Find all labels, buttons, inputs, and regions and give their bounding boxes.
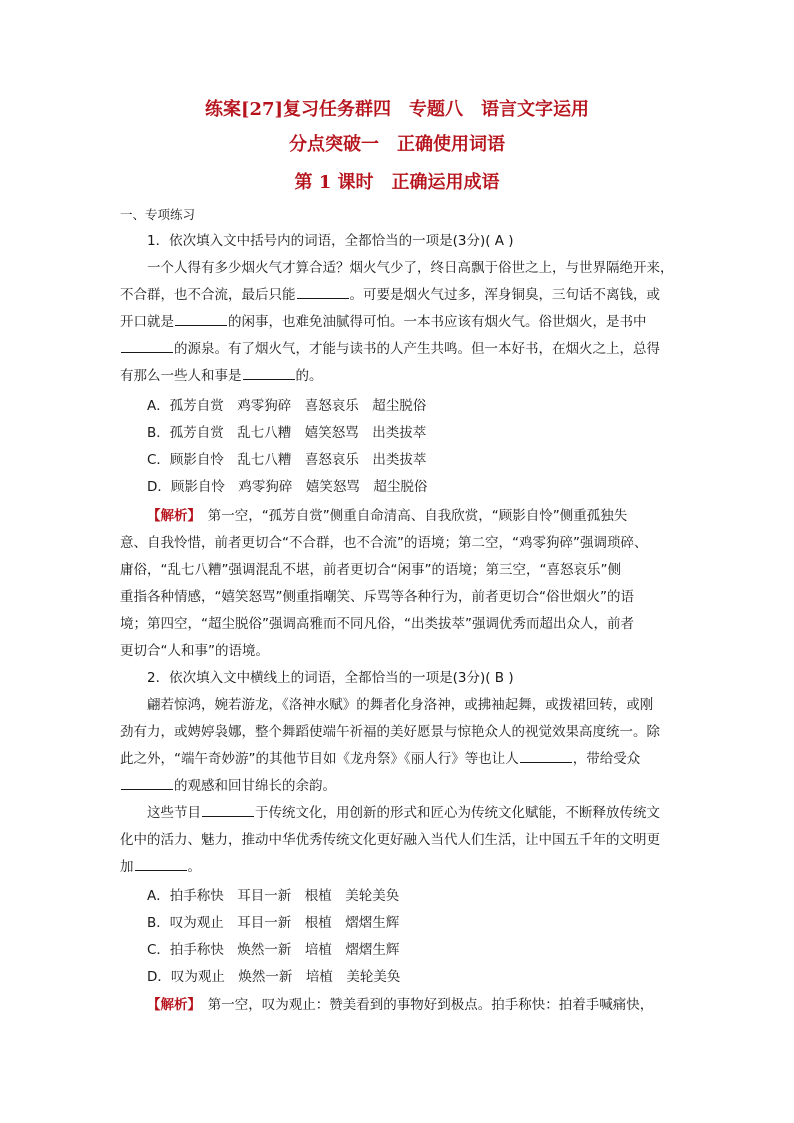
answer-blank [243,378,295,380]
q2-passage-line: 的观感和回甘绵长的余韵。 [120,777,336,795]
q1-stem: 1．依次填入文中括号内的词语，全都恰当的一项是(3分)( A ) [147,233,514,249]
answer-blank [520,761,572,763]
q2-option-c: C．拍手称快 焕然一新 培植 熠熠生辉 [147,942,400,958]
q2-passage-line: 劲有力，或娉婷袅娜，整个舞蹈使端午祈福的美好愿景与惊艳众人的视觉效果高度统一。除 [120,724,660,740]
section-title: 分点突破一 正确使用词语 [289,134,505,155]
q1-analysis-line: 庸俗，“乱七八糟”强调混乱不堪，前者更切合“闲事”的语境；第三空，“喜怒哀乐”侧 [120,562,621,578]
answer-blank [121,788,173,790]
q2-passage-line: 翩若惊鸿，婉若游龙，《洛神水赋》的舞者化身洛神，或拂袖起舞，或拨裙回转，或刚 [147,697,654,713]
lesson-title: 第 1 课时 正确运用成语 [294,172,500,193]
q2-passage-line: 此之外，“端午奇妙游”的其他节目如《龙舟祭》《丽人行》等也让人 ，带给受众 [120,751,641,767]
q2-stem: 2．依次填入文中横线上的词语，全都恰当的一项是(3分)( B ) [147,670,514,686]
q2-analysis-line: 【解析】 第一空，叹为观止：赞美看到的事物好到极点。拍手称快：拍着手喊痛快， [147,997,654,1013]
answer-blank [121,351,173,353]
q1-option-c: C．顾影自怜 乱七八糟 喜怒哀乐 出类拔萃 [147,452,427,468]
q1-option-d: D．顾影自怜 鸡零狗碎 嬉笑怒骂 超尘脱俗 [147,479,428,495]
q1-option-b: B．孤芳自赏 乱七八糟 嬉笑怒骂 出类拔萃 [147,425,427,441]
section-heading: 一、专项练习 [120,207,196,222]
q2-option-a: A．拍手称快 耳目一新 根植 美轮美奂 [147,888,400,904]
analysis-tag: 【解析】 [147,508,195,524]
analysis-tag: 【解析】 [147,997,195,1013]
answer-blank [202,815,254,817]
q1-analysis-line: 境；第四空，“超尘脱俗”强调高雅而不同凡俗，“出类拔萃”强调优秀而超出众人，前者 [120,616,634,632]
q2-passage-line: 化中的活力、魅力，推动中华优秀传统文化更好融入当代人们生活，让中国五千年的文明更 [120,832,660,848]
q1-analysis-line: 重指各种情感，“嬉笑怒骂”侧重指嘲笑、斥骂等各种行为，前者更切合“俗世烟火”的语 [120,589,634,605]
q2-option-d: D．叹为观止 焕然一新 培植 美轮美奂 [147,969,401,985]
q2-passage-line: 这些节目 于传统文化，用创新的形式和匠心为传统文化赋能，不断释放传统文 [147,805,660,821]
q1-passage-line: 一个人得有多少烟火气才算合适？烟火气少了，终日高飘于俗世之上，与世界隔绝开来， [147,260,674,276]
answer-blank [135,869,187,871]
answer-blank [297,297,349,299]
q1-option-a: A．孤芳自赏 鸡零狗碎 喜怒哀乐 超尘脱俗 [147,398,427,414]
exercise-title: 练案[27]复习任务群四 专题八 语言文字运用 [204,99,590,120]
q1-analysis-line: 意、自我怜惜，前者更切合“不合群，也不合流”的语境；第二空，“鸡零狗碎”强调琐碎、 [120,535,648,551]
q1-passage-line: 有那么一些人和事是 的。 [120,368,323,384]
q1-analysis-line: 更切合“人和事”的语境。 [120,643,269,659]
q1-passage-line: 不合群，也不合流，最后只能 。可要是烟火气过多，浑身铜臭，三句话不离钱，或 [120,287,660,303]
q2-option-b: B．叹为观止 耳目一新 根植 熠熠生辉 [147,915,400,931]
q1-passage-line: 开口就是 的闲事，也难免油腻得可怕。一本书应该有烟火气。俗世烟火，是书中 [120,314,647,330]
q1-passage-line: 的源泉。有了烟火气，才能与读书的人产生共鸣。但一本好书，在烟火之上，总得 [120,340,660,358]
answer-blank [175,324,227,326]
q1-analysis-line: 【解析】 第一空，“孤芳自赏”侧重自命清高、自我欣赏，“顾影自怜”侧重孤独失 [147,508,628,524]
q2-passage-line: 加 。 [120,859,201,875]
